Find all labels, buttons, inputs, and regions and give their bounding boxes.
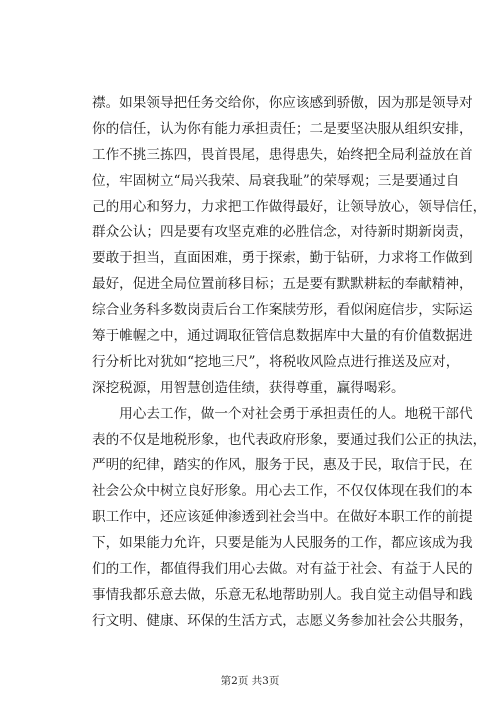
paragraph-start-line: 用心去工作，做一个对社会勇于承担责任的人。地税干部代 — [92, 405, 473, 422]
text-line: 群众公认；四是要有攻坚克难的必胜信念，对待新时期新岗责， — [92, 224, 473, 241]
text-line: 要敢于担当，直面困难，勇于探索，勤于钻研，力求将工作做到 — [92, 250, 473, 267]
body-text — [92, 91, 487, 635]
paragraph-end-line: 深挖税源，用智慧创造佳绩，获得尊重，赢得喝彩。 — [92, 379, 405, 396]
text-line: 社会公众中树立良好形象。用心去工作，不仅仅体现在我们的本 — [92, 483, 473, 500]
text-line: 己的用心和努力，力求把工作做得最好，让领导放心，领导信任， — [92, 198, 487, 215]
text-line: 事情我都乐意去做，乐意无私地帮助别人。我自觉主动倡导和践 — [92, 586, 473, 603]
page-number-footer: 第2页 共3页 — [220, 675, 280, 687]
text-line: 们的工作，都值得我们用心去做。对有益于社会、有益于人民的 — [92, 561, 473, 578]
text-line: 筹于帷幄之中，通过调取征管信息数据库中大量的有价值数据进 — [92, 328, 473, 345]
text-line: 职工作中，还应该延伸渗透到社会当中。在做好本职工作的前提 — [92, 509, 473, 526]
text-line: 你的信任，认为你有能力承担责任；二是要坚决服从组织安排， — [92, 120, 473, 137]
text-line: 表的不仅是地税形象，也代表政府形象，要通过我们公正的执法， — [92, 431, 487, 448]
text-line: 综合业务科多数岗责后台工作案牍劳形，看似闲庭信步，实际运 — [92, 302, 473, 319]
text-line: 襟。如果领导把任务交给你，你应该感到骄傲，因为那是领导对 — [92, 95, 473, 111]
text-line: 工作不挑三拣四，畏首畏尾，患得患失，始终把全局利益放在首 — [92, 146, 473, 163]
text-line: 最好，促进全局位置前移目标；五是要有默默耕耘的奉献精神， — [92, 276, 473, 293]
text-line: 位，牢固树立“局兴我荣、局衰我耻”的荣辱观；三是要通过自 — [92, 172, 460, 189]
text-line: 行分析比对犹如“挖地三尺”，将税收风险点进行推送及应对， — [92, 353, 460, 370]
text-line: 下，如果能力允许，只要是能为人民服务的工作，都应该成为我 — [92, 535, 473, 552]
text-line: 严明的纪律，踏实的作风，服务于民，惠及于民，取信于民，在 — [92, 457, 473, 474]
text-line: 行文明、健康、环保的生活方式，志愿义务参加社会公共服务， — [92, 612, 473, 629]
